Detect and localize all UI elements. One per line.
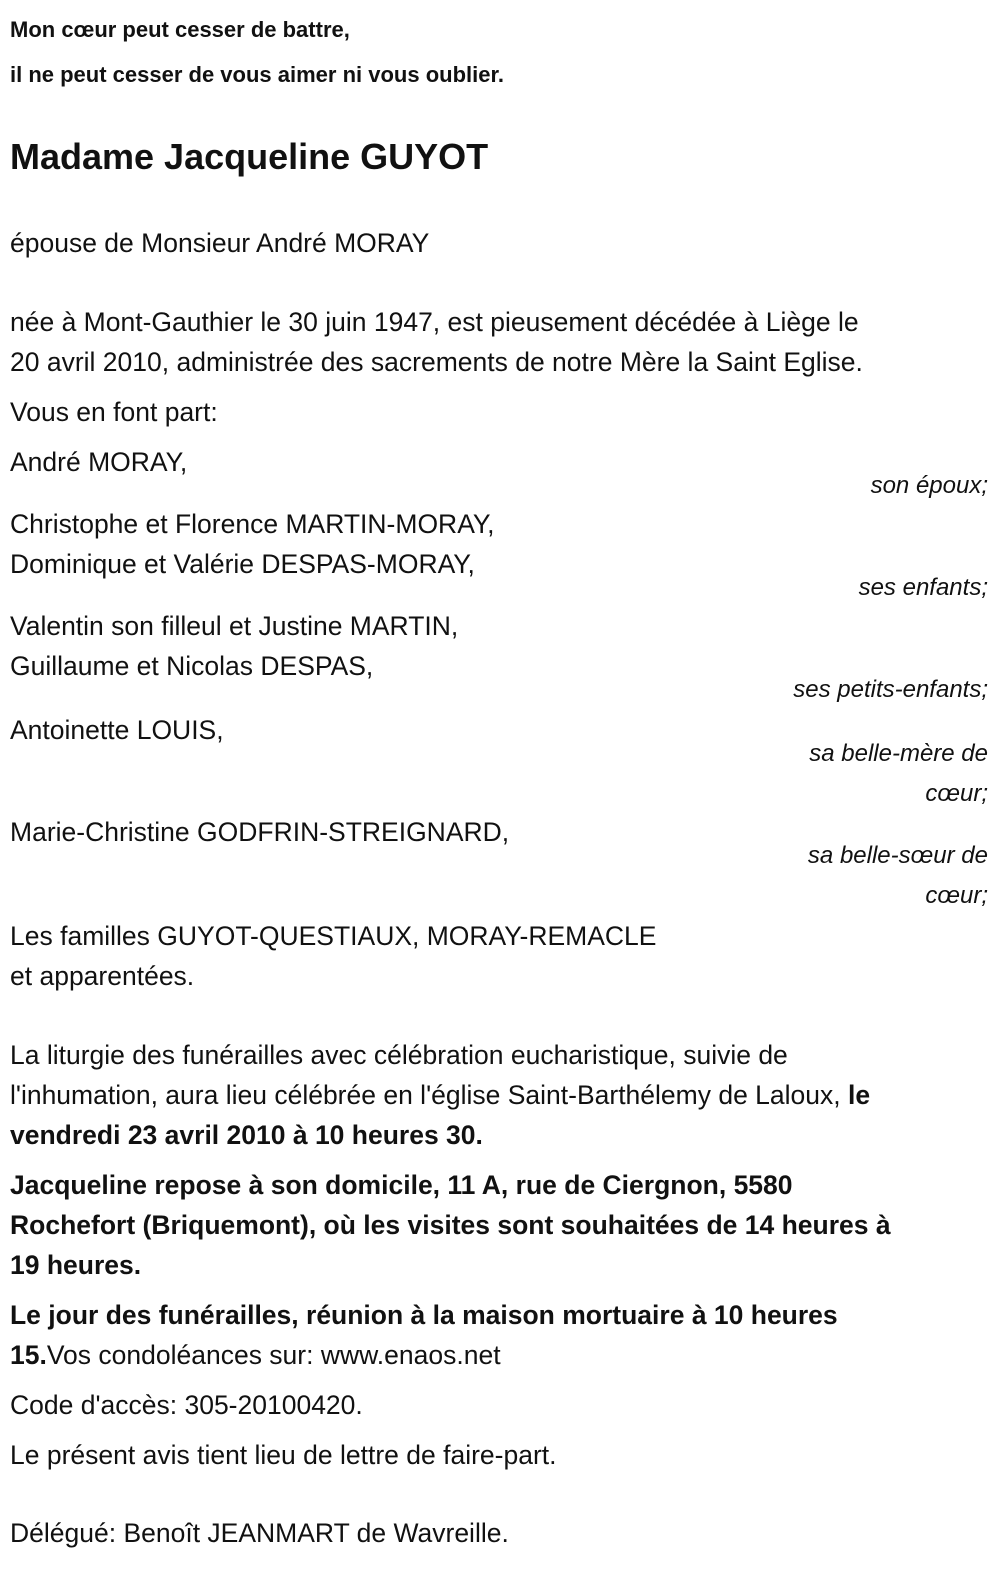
meeting-time: 15. xyxy=(10,1340,47,1370)
meeting-line: Le jour des funérailles, réunion à la maison mortuaire à 10 heures xyxy=(10,1300,838,1330)
family-name: Guillaume et Nicolas DESPAS, xyxy=(10,651,374,681)
announce-line: Vous en font part: xyxy=(10,397,218,427)
liturgy-line xyxy=(10,1079,870,1111)
notice-line: Le présent avis tient lieu de lettre de faire-part. xyxy=(10,1440,557,1470)
family-name: Dominique et Valérie DESPAS-MORAY, xyxy=(10,549,475,579)
quote-line: Mon cœur peut cesser de battre, xyxy=(10,17,350,42)
birth-death-line: 20 avril 2010, administrée des sacrements de notre Mère la Saint Eglise. xyxy=(10,347,863,377)
family-name: Les familles GUYOT-QUESTIAUX, MORAY-REMACLE xyxy=(10,921,657,951)
family-name: Marie-Christine GODFRIN-STREIGNARD, xyxy=(10,817,510,847)
access-code: Code d'accès: 305-20100420. xyxy=(10,1390,363,1420)
spouse-line: épouse de Monsieur André MORAY xyxy=(10,228,430,258)
family-relation: ses enfants; xyxy=(858,574,988,601)
deceased-name: Madame Jacqueline GUYOT xyxy=(10,136,489,177)
family-name: Christophe et Florence MARTIN-MORAY, xyxy=(10,509,495,539)
repose-line: Rochefort (Briquemont), où les visites sont souhaitées de 14 heures à xyxy=(10,1210,891,1240)
family-relation: ses petits-enfants; xyxy=(793,676,988,703)
family-relation: sa belle-mère de xyxy=(809,740,988,767)
repose-line: 19 heures. xyxy=(10,1250,142,1280)
delegate-line: Délégué: Benoît JEANMART de Wavreille. xyxy=(10,1518,509,1548)
family-name: Valentin son filleul et Justine MARTIN, xyxy=(10,611,459,641)
liturgy-date: le xyxy=(848,1080,871,1110)
condolences-text: Vos condoléances sur: www.enaos.net xyxy=(46,1340,501,1370)
liturgy-line: La liturgie des funérailles avec célébration eucharistique, suivie de xyxy=(10,1040,788,1070)
meeting-line xyxy=(10,1339,501,1371)
family-relation: cœur; xyxy=(925,882,988,909)
family-relation: sa belle-sœur de xyxy=(807,842,988,869)
birth-death-line: née à Mont-Gauthier le 30 juin 1947, est pieusement décédée à Liège le xyxy=(10,307,859,337)
family-name: André MORAY, xyxy=(10,447,188,477)
family-name: Antoinette LOUIS, xyxy=(10,715,224,745)
family-relation: cœur; xyxy=(925,780,988,807)
repose-line: Jacqueline repose à son domicile, 11 A, rue de Ciergnon, 5580 xyxy=(10,1170,793,1200)
quote-line: il ne peut cesser de vous aimer ni vous oublier. xyxy=(10,62,504,87)
family-relation: son époux; xyxy=(870,472,988,499)
family-name: et apparentées. xyxy=(10,961,195,991)
liturgy-text: l'inhumation, aura lieu célébrée en l'église Saint-Barthélemy de Laloux, xyxy=(10,1080,841,1110)
liturgy-date: vendredi 23 avril 2010 à 10 heures 30. xyxy=(10,1120,483,1150)
